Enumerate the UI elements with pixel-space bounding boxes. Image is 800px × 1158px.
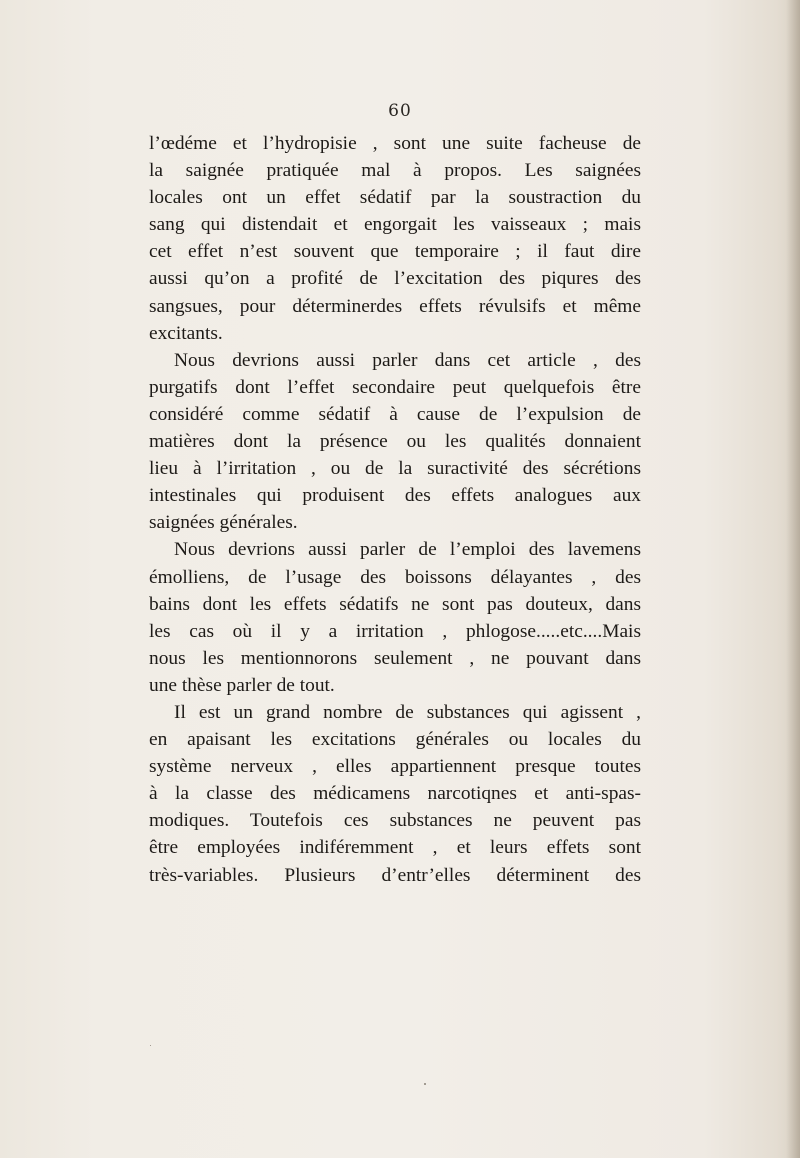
text-line: aussi qu’on a profité de l’excitation des piqures des [149, 268, 641, 290]
text-line: purgatifs dont l’effet secondaire peut quelquefois être [149, 376, 641, 398]
text-line: nous les mentionnorons seulement , ne pouvant dans [149, 647, 641, 669]
text-line: considéré comme sédatif à cause de l’expulsion de [149, 403, 641, 425]
text-line: en apaisant les excitations générales ou locales du [149, 729, 641, 751]
text-line: à la classe des médicamens narcotiqnes et anti-spas- [149, 783, 641, 805]
body-text [149, 130, 641, 889]
text-line: être employées indiféremment , et leurs effets sont [149, 837, 641, 859]
paragraph-first-line: Il est un grand nombre de substances qui agissent , [174, 701, 641, 723]
text-line: intestinales qui produisent des effets analogues aux [149, 485, 641, 507]
text-line: émolliens, de l’usage des boissons délayantes , des [149, 566, 641, 588]
text-line: bains dont les effets sédatifs ne sont pas douteux, dans [149, 593, 641, 615]
paragraph-first-line: Nous devrions aussi parler de l’emploi des lavemens [174, 539, 641, 561]
page-edge-shadow [786, 0, 800, 1158]
text-line: matières dont la présence ou les qualités donnaient [149, 431, 641, 453]
text-line: très-variables. Plusieurs d’entr’elles déterminent des [149, 864, 641, 886]
paragraph-first-line: Nous devrions aussi parler dans cet article , des [174, 349, 641, 371]
text-line: la saignée pratiquée mal à propos. Les saignées [149, 160, 641, 182]
text-line: excitants. [149, 322, 223, 344]
paper-speck [424, 1083, 426, 1085]
paper-speck [150, 1045, 151, 1046]
text-line: modiques. Toutefois ces substances ne peuvent pas [149, 810, 641, 832]
text-line: une thèse parler de tout. [149, 674, 335, 696]
text-line: saignées générales. [149, 512, 298, 534]
text-line: sangsues, pour déterminerdes effets révulsifs et même [149, 295, 641, 317]
text-line: cet effet n’est souvent que temporaire ; il faut dire [149, 241, 641, 263]
text-line: l’œdéme et l’hydropisie , sont une suite facheuse de [149, 133, 641, 154]
text-line: locales ont un effet sédatif par la soustraction du [149, 187, 641, 209]
page-number: 60 [388, 101, 412, 121]
text-line: système nerveux , elles appartiennent presque toutes [149, 756, 641, 778]
text-line: lieu à l’irritation , ou de la suractivité des sécrétions [149, 458, 641, 480]
text-line: les cas où il y a irritation , phlogose.....etc....Mais [149, 620, 641, 642]
text-line: sang qui distendait et engorgait les vaisseaux ; mais [149, 214, 641, 236]
